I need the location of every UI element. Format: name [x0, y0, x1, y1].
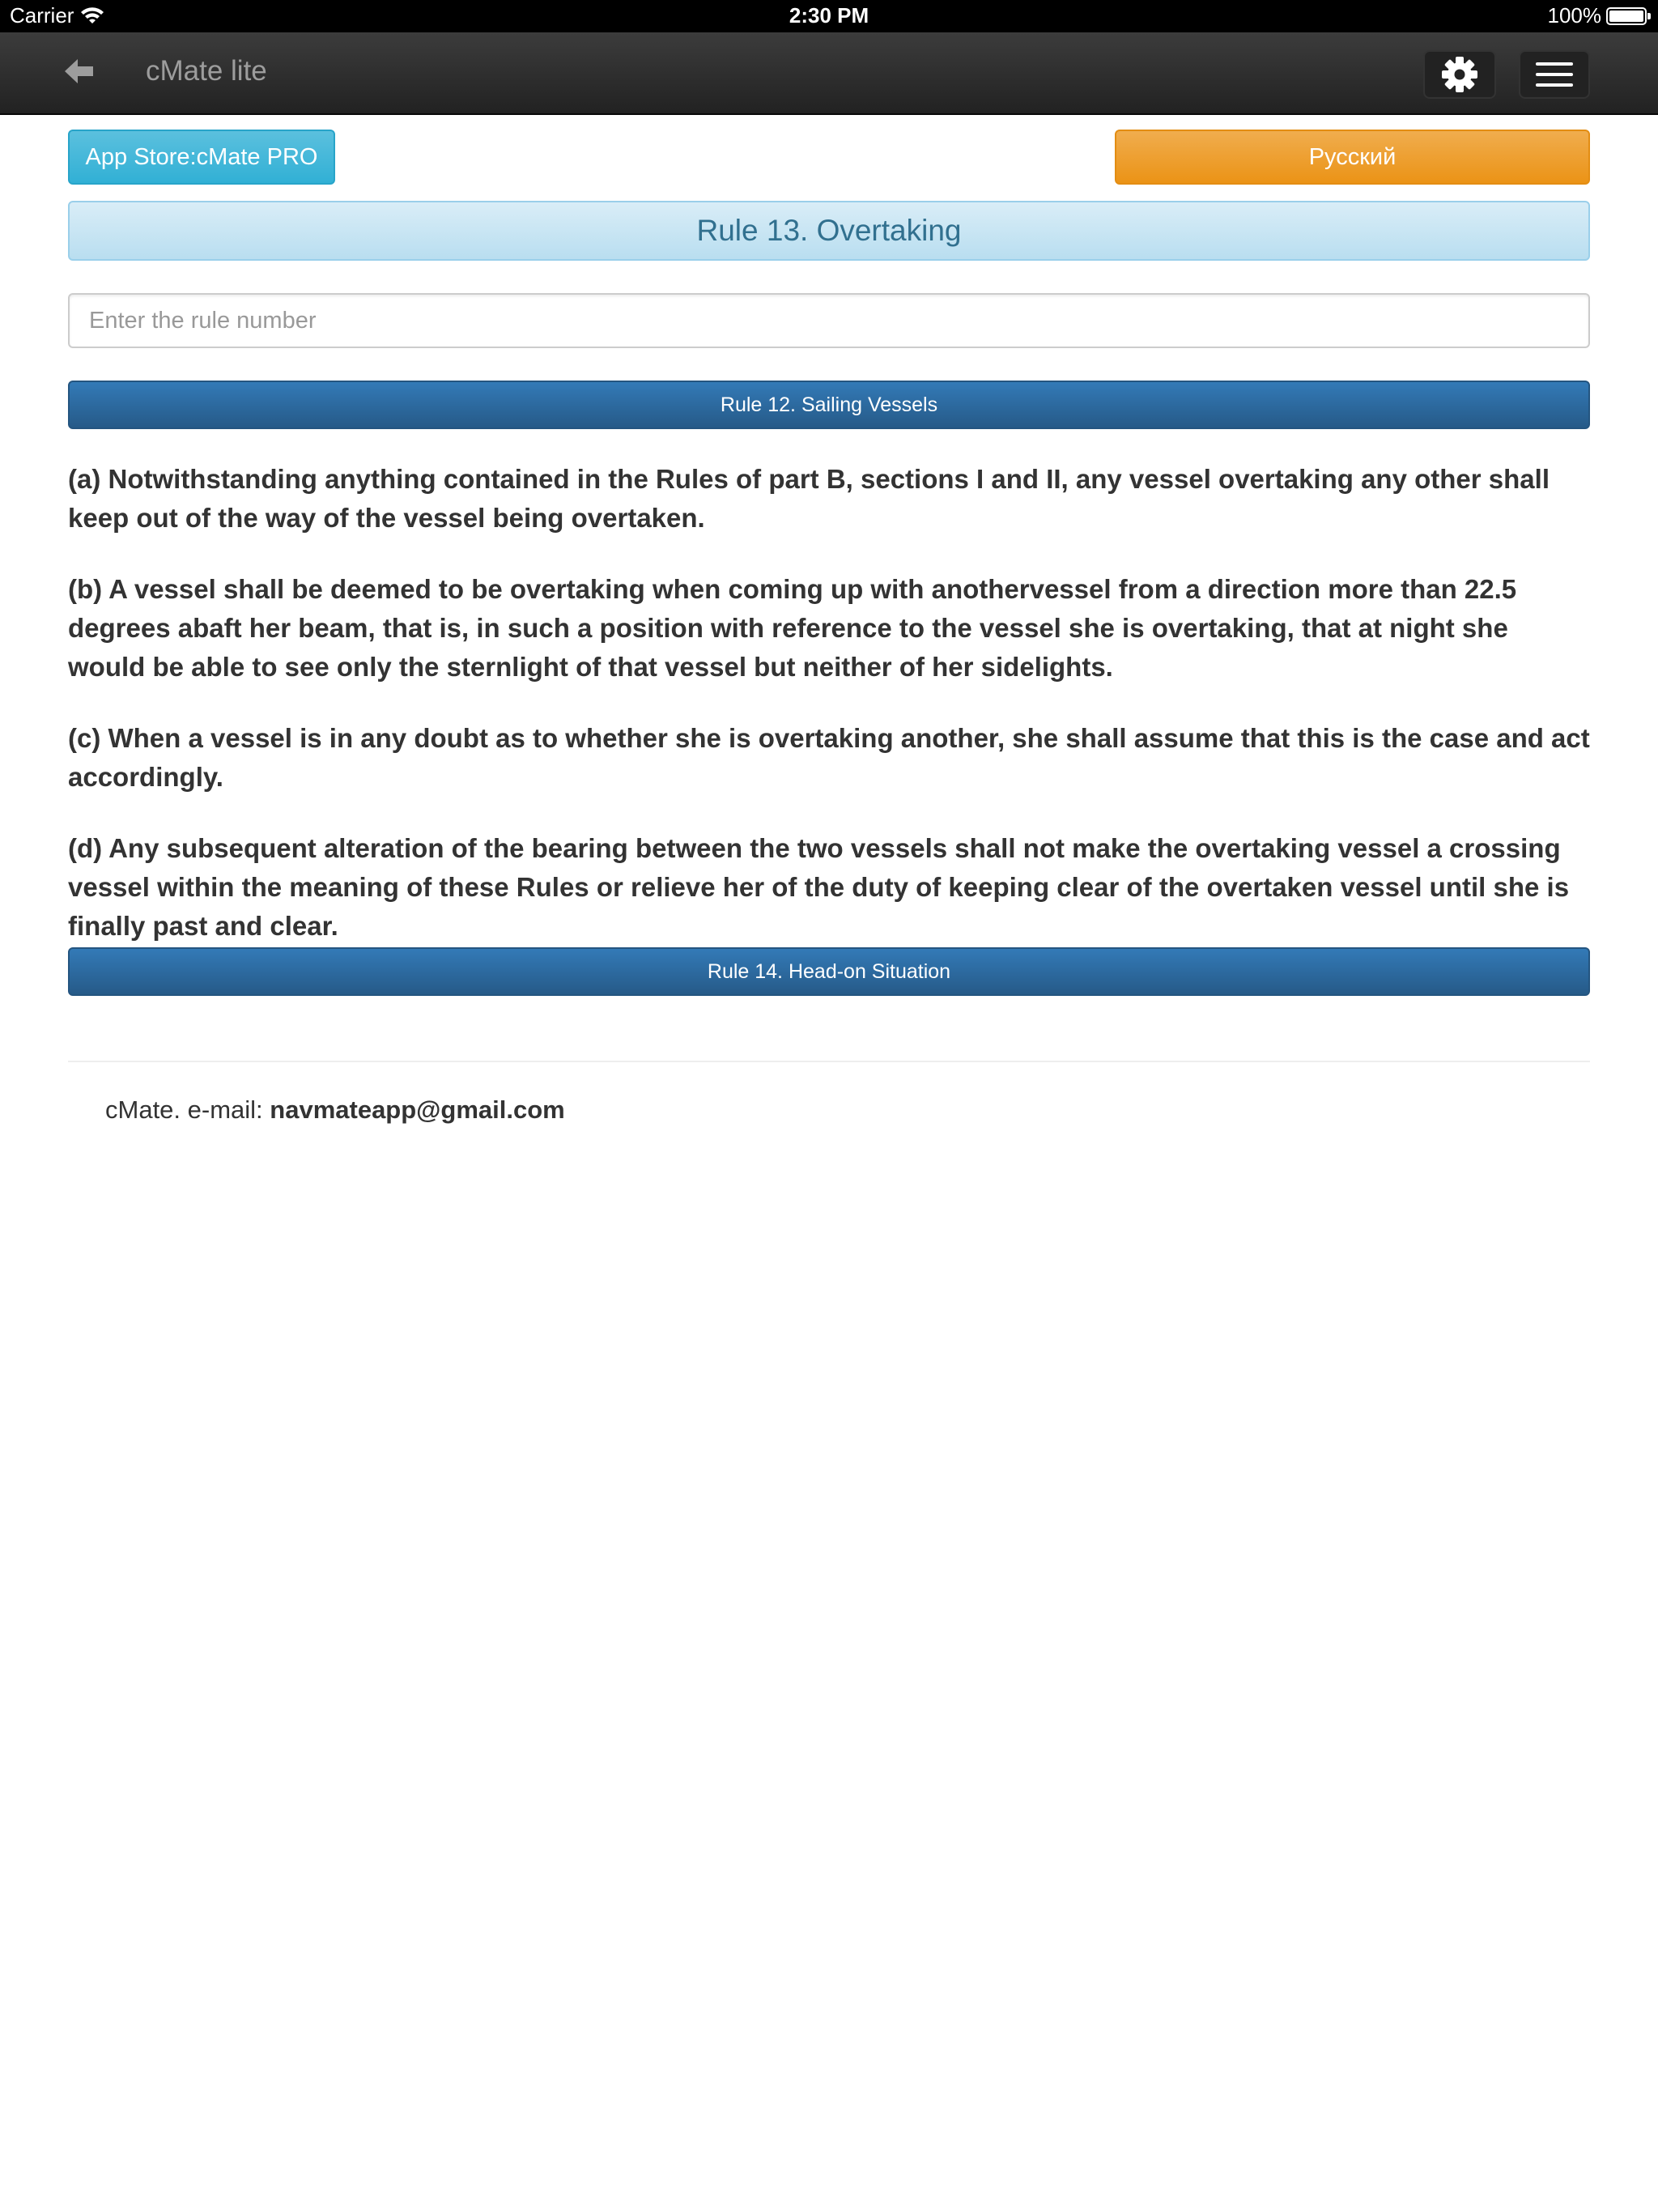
rule-paragraph-c: (c) When a vessel is in any doubt as to whether she is overtaking another, she shall assume that this is the case and act accordingly. — [68, 723, 1590, 792]
battery-fill — [1609, 11, 1643, 22]
navbar — [0, 32, 1658, 115]
next-rule-button[interactable]: Rule 14. Head-on Situation — [68, 947, 1590, 996]
arrow-left-icon — [63, 57, 96, 86]
battery-icon — [1606, 7, 1647, 25]
footer-email[interactable]: navmateapp@gmail.com — [270, 1095, 565, 1124]
previous-rule-button[interactable]: Rule 12. Sailing Vessels — [68, 381, 1590, 429]
footer-divider — [68, 1061, 1590, 1062]
gear-icon — [1441, 56, 1478, 93]
rule-paragraph-b: (b) A vessel shall be deemed to be overtaking when coming up with anothervessel from a direction more than 22.5 degrees abaft her beam, that is, in such a position with reference to the vessel she is overtaking, that at night she would be able to see only the sternlight of that vessel but neither of her sidelights. — [68, 574, 1517, 682]
settings-button[interactable] — [1423, 50, 1496, 99]
status-bar — [0, 0, 1658, 32]
battery-percent: 100% — [1547, 3, 1601, 28]
app-store-button[interactable]: App Store:cMate PRO — [68, 130, 335, 185]
language-button[interactable]: Русский — [1115, 130, 1590, 185]
rule-title: Rule 13. Overtaking — [68, 201, 1590, 261]
rule-paragraph-d: (d) Any subsequent alteration of the bearing between the two vessels shall not make the overtaking vessel a crossing vessel within the meaning of these Rules or relieve her of the duty of keeping clear of the overtaken vessel until she is finally past and clear. — [68, 833, 1570, 941]
rule-paragraph-a: (a) Notwithstanding anything contained in the Rules of part B, sections I and II, any vessel overtaking any other shall keep out of the way of the vessel being overtaken. — [68, 464, 1550, 533]
menu-button[interactable] — [1519, 50, 1590, 99]
battery-group — [1548, 3, 1647, 28]
status-time: 2:30 PM — [789, 3, 869, 28]
carrier-label: Carrier — [10, 3, 74, 28]
app-title: cMate lite — [146, 55, 267, 87]
hamburger-menu-icon — [1536, 62, 1573, 87]
footer — [105, 1095, 565, 1125]
back-button[interactable] — [63, 57, 104, 89]
footer-prefix: cMate. e-mail: — [105, 1095, 270, 1124]
rule-number-input[interactable] — [68, 293, 1590, 348]
rule-body — [68, 460, 1590, 946]
